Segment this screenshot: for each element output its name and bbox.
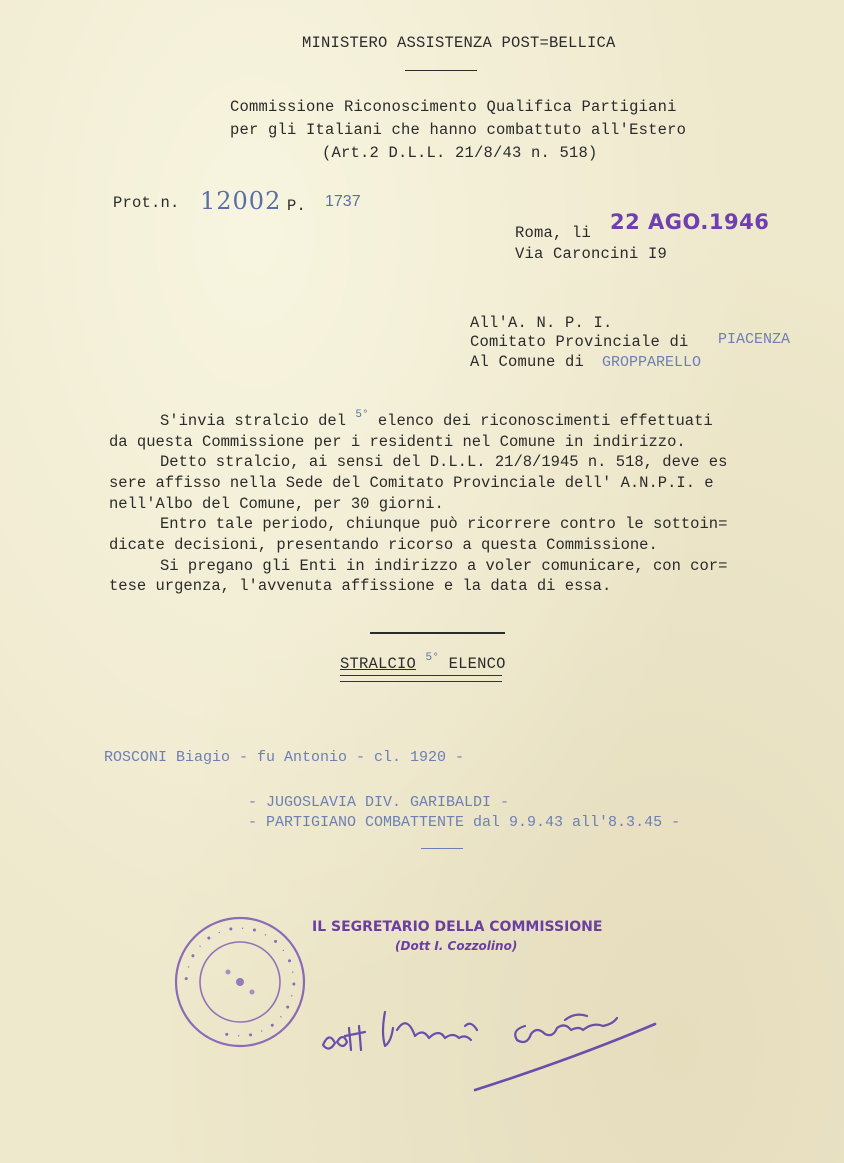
svg-text:• · • · • · • · • · • · • · •: • · • · • · • · • · • · • · • · • · • · • · • — [180, 922, 300, 1042]
address: Via Caroncini I9 — [515, 245, 668, 263]
date-stamp: 22 AGO.1946 — [610, 210, 770, 234]
recipient-municipality: GROPPARELLO — [602, 354, 702, 371]
body-p3-line1: Entro tale periodo, chiunque può ricorrere contro le sottoin= — [160, 515, 728, 533]
section-title-double-underline — [340, 675, 502, 682]
protocol-label: Prot.n. — [113, 194, 180, 212]
commission-line-1: Commissione Riconoscimento Qualifica Partigiani — [230, 98, 677, 116]
city-label: Roma, li — [515, 224, 592, 242]
entry-line-3: - PARTIGIANO COMBATTENTE dal 9.9.43 all'8.3.45 - — [248, 814, 681, 831]
entry-end-rule — [421, 848, 463, 849]
section-title-a: STRALCIO — [340, 655, 417, 673]
ministry-heading: MINISTERO ASSISTENZA POST=BELLICA — [302, 34, 616, 52]
entry-line-2: - JUGOSLAVIA DIV. GARIBALDI - — [248, 794, 510, 811]
protocol-number: 12002 — [200, 187, 282, 215]
body-p1-line2: da questa Commissione per i residenti nel Comune in indirizzo. — [109, 433, 686, 451]
body-p4-line2: tese urgenza, l'avvenuta affissione e la data di essa. — [109, 577, 612, 595]
signature-title: IL SEGRETARIO DELLA COMMISSIONE — [312, 919, 603, 935]
entry-line-1: ROSCONI Biagio - fu Antonio - cl. 1920 - — [104, 749, 465, 766]
section-title-sup: 5° — [425, 652, 440, 664]
body-p2-line3: nell'Albo del Comune, per 30 giorni. — [109, 495, 444, 513]
recipient-line-3-prefix: Al Comune di — [470, 353, 585, 371]
heading-underline — [405, 70, 477, 71]
signature-name: (Dott I. Cozzolino) — [395, 939, 518, 953]
body-p2-line2: sere affisso nella Sede del Comitato Provinciale dell' A.N.P.I. e — [109, 474, 714, 492]
body-p1-b: elenco dei riconoscimenti effettuati — [377, 412, 713, 430]
recipient-province: PIACENZA — [718, 331, 791, 348]
body-p1-sup: 5° — [355, 409, 369, 421]
body-p1-a: S'invia stralcio del — [160, 412, 347, 430]
section-title — [340, 652, 506, 673]
commission-line-2: per gli Italiani che hanno combattuto all'Estero — [230, 121, 687, 139]
section-title-b: ELENCO — [448, 655, 506, 673]
body-p4-line1: Si pregano gli Enti in indirizzo a voler comunicare, con cor= — [160, 557, 728, 575]
protocol-p-number: 1737 — [325, 193, 361, 210]
handwritten-signature-icon — [315, 990, 665, 1095]
official-seal-icon — [170, 912, 310, 1052]
recipient-line-2-prefix: Comitato Provinciale di — [470, 333, 689, 351]
body-p2-line1: Detto stralcio, ai sensi del D.L.L. 21/8/1945 n. 518, deve es — [160, 453, 728, 471]
recipient-line-1: All'A. N. P. I. — [470, 314, 613, 332]
body-p1-line1 — [160, 411, 713, 434]
commission-line-3: (Art.2 D.L.L. 21/8/43 n. 518) — [322, 144, 598, 162]
body-p3-line2: dicate decisioni, presentando ricorso a questa Commissione. — [109, 536, 658, 554]
protocol-p-label: P. — [287, 197, 307, 215]
section-divider — [370, 632, 505, 634]
